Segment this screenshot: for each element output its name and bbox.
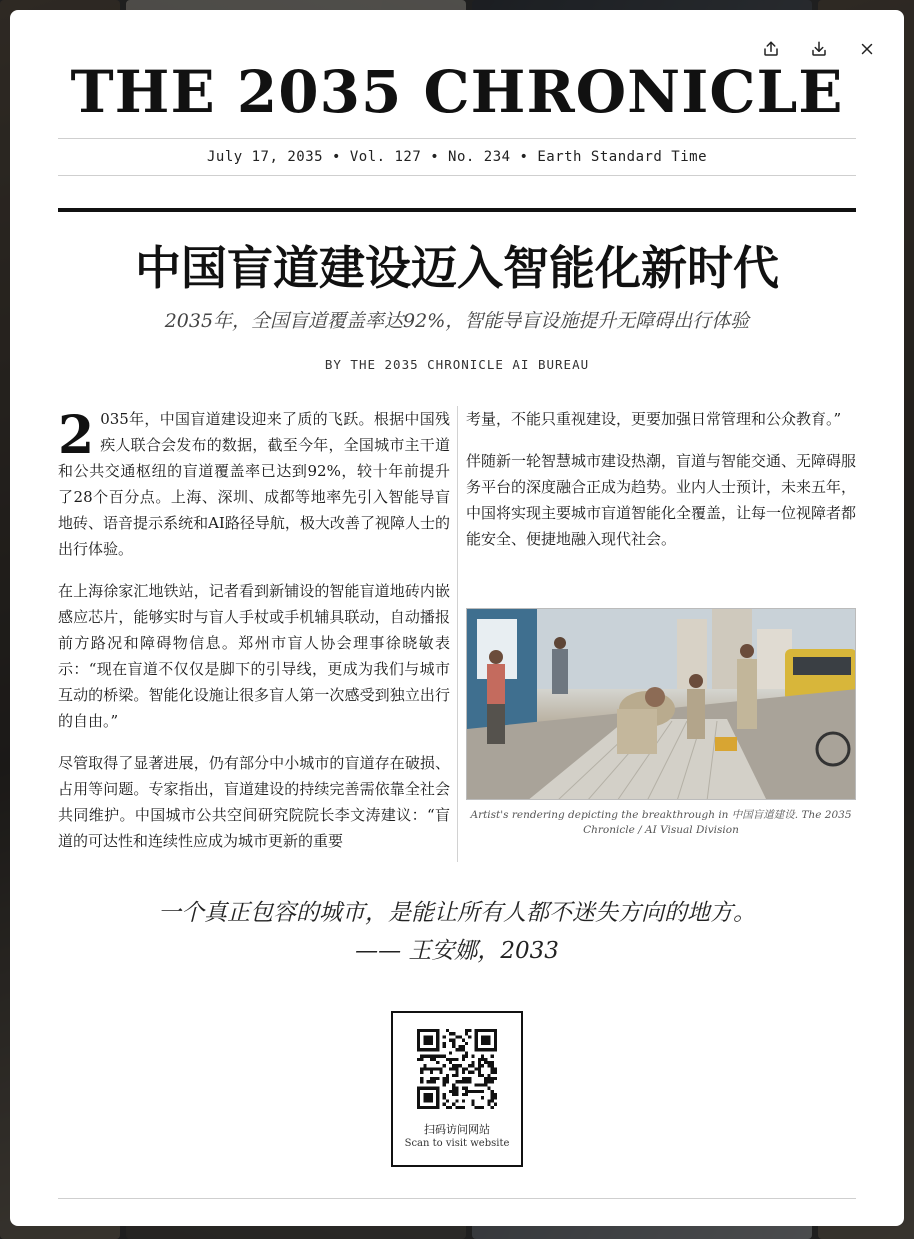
article-paragraph: 考量，不能只重视建设，更要加强日常管理和公众教育。” <box>466 410 842 428</box>
column-divider <box>457 406 458 862</box>
close-button[interactable] <box>854 36 880 62</box>
qr-card[interactable] <box>391 1011 523 1167</box>
masthead-rule <box>58 208 856 212</box>
issue-meta: July 17, 2035 • Vol. 127 • No. 234 • Earth Standard Time <box>58 138 856 176</box>
qr-code[interactable] <box>417 1029 497 1109</box>
article-byline: BY THE 2035 CHRONICLE AI BUREAU <box>324 357 590 372</box>
footer-rule <box>58 1198 856 1199</box>
drop-cap: 2 <box>58 405 95 466</box>
article-paragraph <box>58 406 450 562</box>
article-paragraph: 伴随新一轮智慧城市建设热潮，盲道与智能交通、无障碍服务平台的深度融合正成为趋势。业内人士预计，未来五年，中国将实现主要城市盲道智能化全覆盖，让每一位视障者都能安全、便捷地融入现代社会。 <box>466 452 857 548</box>
newspaper-modal <box>10 10 904 1226</box>
article-headline: 中国盲道建设迈入智能化新时代 <box>135 241 779 295</box>
pull-quote-attribution: —— 王安娜，2033 <box>355 938 559 964</box>
pull-quote <box>58 894 856 970</box>
article-paragraph: 在上海徐家汇地铁站，记者看到新铺设的智能盲道地砖内嵌感应芯片，能够实时与盲人手杖或手机辅具联动，自动播报前方路况和障碍物信息。郑州市盲人协会理事徐晓敏表示：“现在盲道不仅仅是脚下的引导线，更成为我们与城市互动的桥梁。智能化设施让很多盲人第一次感受到独立出行的自由。” <box>58 582 450 730</box>
masthead-title: THE 2035 CHRONICLE <box>70 58 844 126</box>
article-subheadline: 2035年，全国盲道覆盖率达92%，智能导盲设施提升无障碍出行体验 <box>164 310 750 332</box>
article-column-right <box>466 406 856 568</box>
paragraph-text: 035年，中国盲道建设迎来了质的飞跃。根据中国残疾人联合会发布的数据，截至今年，全国城市主干道和公共交通枢纽的盲道覆盖率已达到92%，较十年前提升了28个百分点。上海、深圳、成都等地率先引入智能导盲地砖、语音提示系统和AI路径导航，极大改善了视障人士的出行体验。 <box>58 410 450 558</box>
qr-label-en: Scan to visit website <box>404 1138 510 1149</box>
masthead <box>58 56 856 212</box>
qr-label-cn: 扫码访问网站 <box>424 1123 490 1136</box>
article-column-left <box>58 406 450 870</box>
pull-quote-text: 一个真正包容的城市，是能让所有人都不迷失方向的地方。 <box>158 900 756 926</box>
article-figure <box>466 608 856 838</box>
article-photo[interactable] <box>466 608 856 800</box>
article-paragraph: 尽管取得了显著进展，仍有部分中小城市的盲道存在破损、占用等问题。专家指出，盲道建设的持续完善需依靠全社会共同维护。中国城市公共空间研究院院长李文涛建议：“盲道的可达性和连续性应成为城市更新的重要 <box>58 754 450 850</box>
close-icon <box>858 40 876 58</box>
street-scene-illustration <box>467 609 856 800</box>
figure-caption: Artist's rendering depicting the breakthrough in 中国盲道建设. The 2035 Chronicle / AI Visual Division <box>470 809 852 836</box>
